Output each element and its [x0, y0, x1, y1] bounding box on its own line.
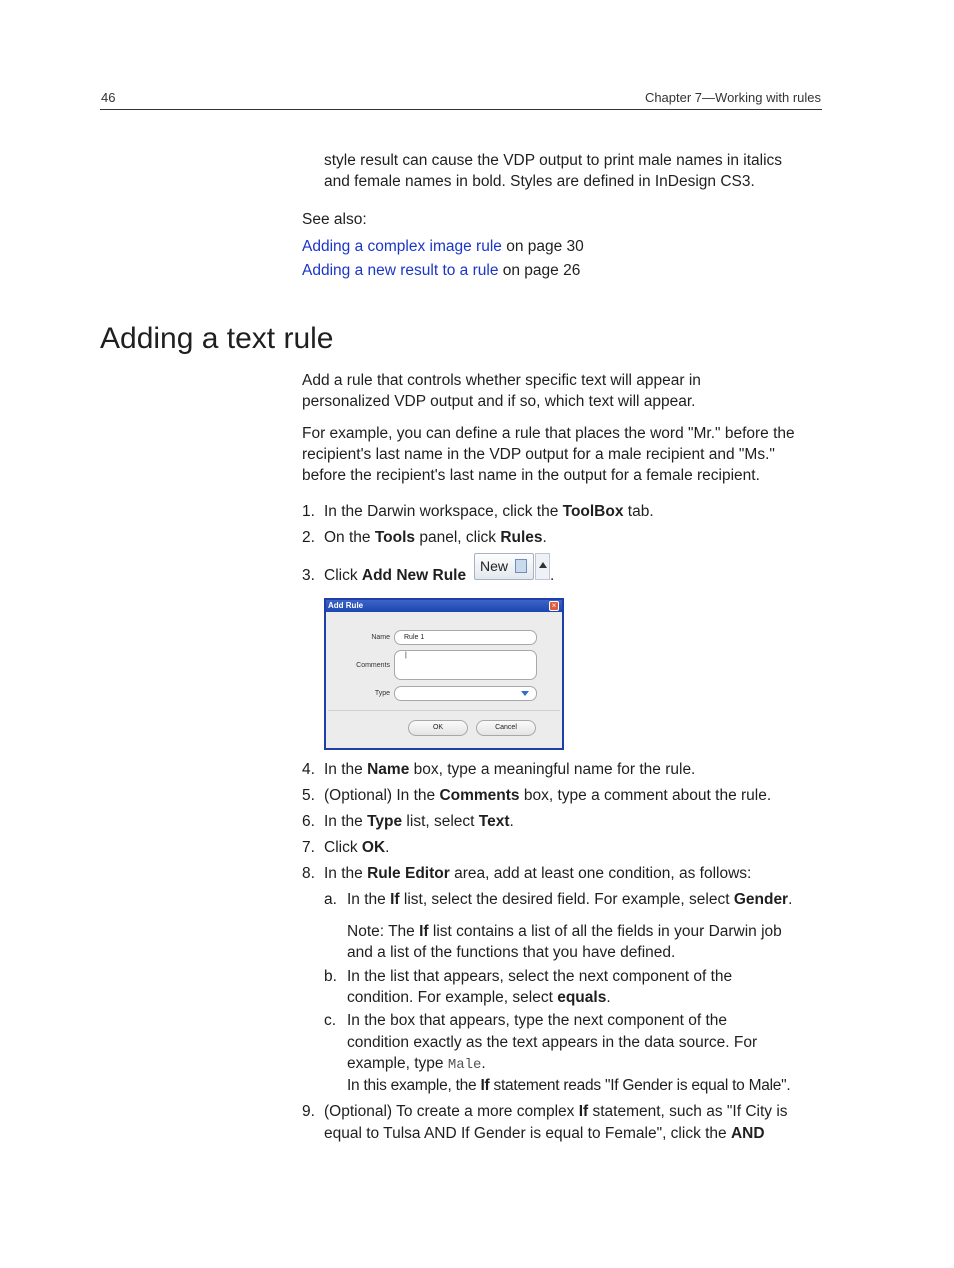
step-number: 6.	[302, 813, 315, 830]
step-8a: In the If list, select the desired field. For example, select Gender.	[347, 891, 793, 908]
step-number: 9.	[302, 1103, 315, 1120]
paragraph: For example, you can define a rule that places the word "Mr." before the	[302, 425, 795, 442]
ok-button[interactable]: OK	[408, 720, 468, 736]
new-rule-button[interactable]	[474, 553, 550, 580]
step-7: Click OK.	[324, 839, 390, 856]
paragraph: recipient's last name in the VDP output for a male recipient and "Ms."	[302, 446, 775, 463]
dialog-title: Add Rule	[328, 601, 364, 610]
cancel-button[interactable]: Cancel	[476, 720, 536, 736]
step-8b-line: condition. For example, select equals.	[347, 989, 611, 1006]
arrow-up-icon[interactable]	[535, 553, 550, 580]
see-also-label: See also:	[302, 211, 367, 228]
step-4: In the Name box, type a meaningful name for the rule.	[324, 761, 696, 778]
note-line: and a list of the functions that you have defined.	[347, 944, 676, 961]
substep-letter: c.	[324, 1012, 337, 1029]
substep-letter: a.	[324, 891, 337, 908]
step-number: 2.	[302, 529, 315, 546]
dialog-divider	[328, 710, 560, 711]
comments-input[interactable]: |	[394, 650, 537, 680]
step-8c: In the box that appears, type the next component of the	[347, 1012, 728, 1029]
paragraph: Add a rule that controls whether specific text will appear in	[302, 372, 701, 389]
link-complex-image-rule[interactable]: Adding a complex image rule	[302, 238, 502, 255]
add-rule-dialog	[324, 598, 564, 750]
step-3-period: .	[550, 567, 555, 584]
note: Note: The If list contains a list of all the fields in your Darwin job	[347, 923, 782, 940]
substep-letter: b.	[324, 968, 337, 985]
step-8c-line: example, type Male.	[347, 1055, 486, 1073]
paragraph: before the recipient's last name in the output for a female recipient.	[302, 467, 760, 484]
note-label: Note:	[347, 923, 385, 940]
section-title: Adding a text rule	[100, 322, 334, 355]
see-also-item: Adding a complex image rule on page 30	[302, 238, 584, 255]
step-8c-line: condition exactly as the text appears in the data source. For	[347, 1034, 758, 1051]
paragraph: personalized VDP output and if so, which text will appear.	[302, 393, 696, 410]
step-9: (Optional) To create a more complex If statement, such as "If City is	[324, 1103, 788, 1120]
dialog-titlebar	[326, 600, 562, 612]
comments-label: Comments	[356, 662, 390, 669]
name-input[interactable]: Rule 1	[394, 630, 537, 645]
header-divider	[100, 109, 822, 110]
chevron-down-icon	[519, 689, 531, 698]
continuation-line: and female names in bold. Styles are defined in InDesign CS3.	[324, 173, 755, 190]
rule-icon	[515, 559, 527, 573]
see-also-item: Adding a new result to a rule on page 26	[302, 262, 581, 279]
step-6: In the Type list, select Text.	[324, 813, 514, 830]
link-new-result[interactable]: Adding a new result to a rule	[302, 262, 499, 279]
step-number: 8.	[302, 865, 315, 882]
step-8b: In the list that appears, select the next component of the	[347, 968, 733, 985]
type-label: Type	[374, 690, 390, 697]
step-5: (Optional) In the Comments box, type a comment about the rule.	[324, 787, 772, 804]
step-number: 7.	[302, 839, 315, 856]
step-9-line: equal to Tulsa AND If Gender is equal to Female", click the AND	[324, 1125, 765, 1142]
page-number: 46	[101, 90, 116, 105]
step-number: 3.	[302, 567, 315, 584]
type-select[interactable]	[394, 686, 537, 701]
step-8: In the Rule Editor area, add at least one condition, as follows:	[324, 865, 752, 882]
step-8c-example: In this example, the If statement reads "If Gender is equal to Male".	[347, 1077, 791, 1094]
step-3: Click Add New Rule	[324, 567, 467, 584]
step-1: In the Darwin workspace, click the ToolBox tab.	[324, 503, 654, 520]
step-number: 5.	[302, 787, 315, 804]
step-number: 1.	[302, 503, 315, 520]
name-label: Name	[371, 634, 390, 641]
step-2: On the Tools panel, click Rules.	[324, 529, 547, 546]
step-number: 4.	[302, 761, 315, 778]
continuation-line: style result can cause the VDP output to print male names in italics	[324, 152, 783, 169]
chapter-title: Chapter 7—Working with rules	[644, 90, 821, 105]
code-sample: Male	[447, 1057, 482, 1073]
close-icon[interactable]: ×	[549, 601, 559, 611]
new-button-face[interactable]: New	[474, 553, 534, 580]
